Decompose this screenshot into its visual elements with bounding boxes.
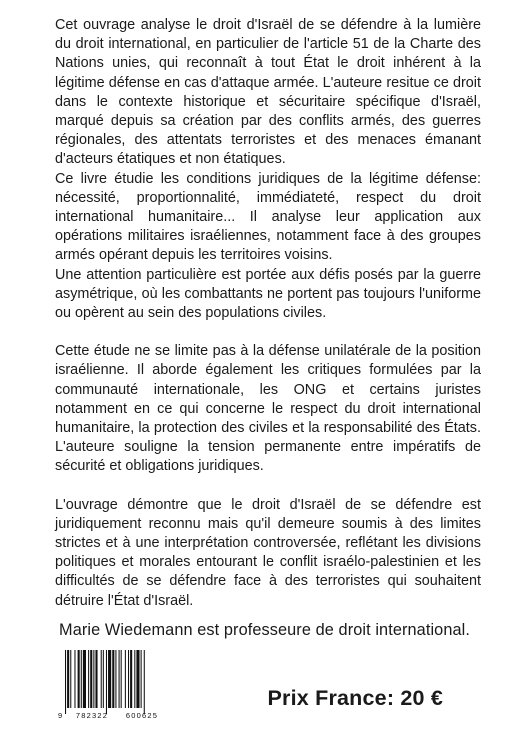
barcode-bar (81, 650, 82, 708)
blurb-paragraph-1: Cet ouvrage analyse le droit d'Israël de se défendre à la lumière du droit international, en particulier de l'article 51 de la Charte des Nations unies, qui reconnaît à tout État le droit inhérent à la légitime défense en cas d'attaque armée. L'auteure resitue ce droit dans le contexte historique et sécuritaire spécifique d'Israël, marqué depuis sa création par des conflits armés, des guerres régionales, des attentats terroristes et des menaces émanant d'acteurs étatiques et non étatiques. (55, 17, 481, 168)
back-cover-blurb (55, 16, 481, 611)
barcode-left-digits: 782322 (75, 711, 109, 720)
barcode-bar (134, 650, 135, 708)
barcode-bar (74, 650, 75, 708)
barcode-bar (108, 650, 111, 708)
barcode-bar (136, 650, 139, 708)
barcode-bar (70, 650, 71, 708)
barcode-bar (103, 650, 104, 708)
barcode-bar (112, 650, 114, 708)
blurb-paragraph-2: Ce livre étudie les conditions juridiques de la légitime défense: nécessité, proportionnalité, immédiateté, respect du droit international humanitaire... Il analyse leur application aux opérations militaires israéliennes, notamment face à des groupes armés opérant depuis les territoires voisins. (55, 170, 481, 264)
author-bio: Marie Wiedemann est professeure de droit international. (59, 621, 470, 639)
blurb-paragraph-4: Cette étude ne se limite pas à la défense unilatérale de la position israélienne. Il aborde également les critiques formulées par la communauté internationale, les ONG et certains juristes notamment en ce qui concerne le respect du droit international humanitaire, la protection des civiles et la responsabilité des États. L'auteure souligne la tension permanente entre impératifs de sécurité et obligations juridiques. (55, 343, 481, 475)
barcode-bar (106, 650, 107, 714)
barcode-bar (101, 650, 102, 708)
blurb-paragraph-5: L'ouvrage démontre que le droit d'Israël de se défendre est juridiquement reconnu mais qu'il demeure soumis à des limites strictes et à une interprétation controversée, reflétant les divisions politiques et morales entourant le conflit israélo-palestinien et les difficultés de se défendre face à des terroristes qui souhaitent détruire l'État d'Israël. (55, 496, 481, 609)
barcode-bar (95, 650, 97, 708)
barcode-bar (128, 650, 129, 708)
barcode-right-digits: 600625 (125, 711, 159, 720)
barcode-bar (141, 650, 142, 708)
blurb-paragraph-3: Une attention particulière est portée aux défis posés par la guerre asymétrique, où les combattants ne portent pas toujours l'uniforme ou opèrent au sein des populations civiles. (55, 266, 481, 322)
barcode-lead-digit: 9 (58, 711, 63, 720)
barcode-bar (78, 650, 80, 708)
barcode-bar (121, 650, 122, 708)
barcode-bar (93, 650, 94, 708)
barcode-bar (83, 650, 86, 708)
price-label: Prix France: 20 € (267, 686, 443, 710)
barcode-bar (67, 650, 69, 708)
barcode-bar (90, 650, 92, 708)
barcode-bar (65, 650, 66, 714)
barcode-bar (130, 650, 132, 708)
barcode-bars (65, 650, 145, 714)
barcode-bar (115, 650, 116, 708)
barcode-bar (88, 650, 89, 708)
barcode-bar (125, 650, 126, 708)
barcode-bar (144, 650, 145, 714)
barcode-bar (119, 650, 120, 708)
barcode-graphic (56, 648, 184, 722)
isbn-barcode (56, 648, 184, 722)
